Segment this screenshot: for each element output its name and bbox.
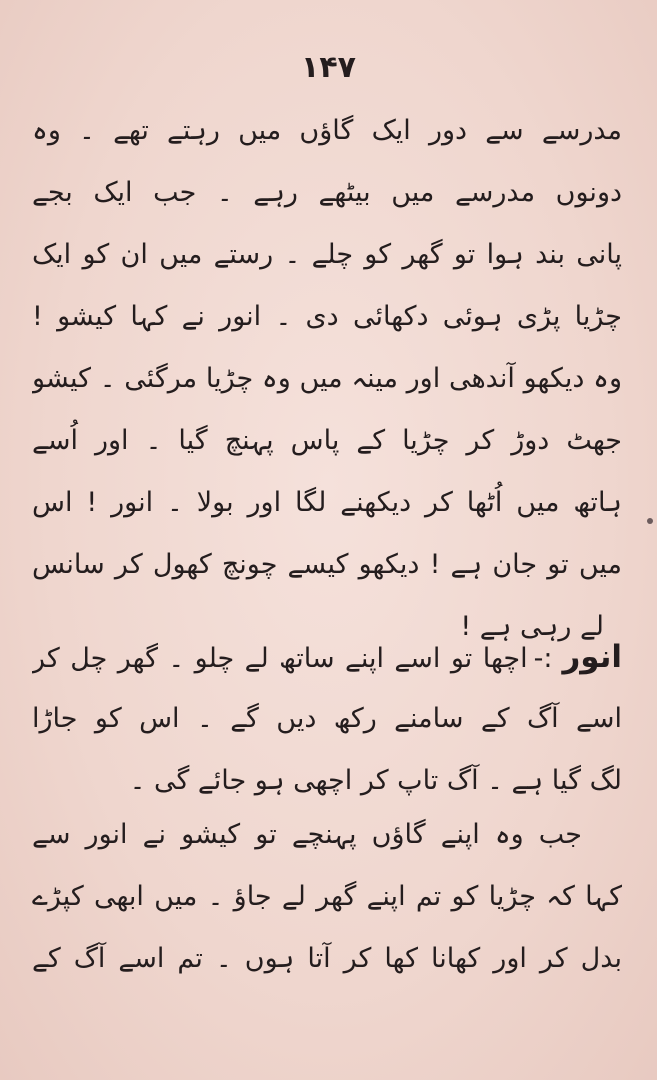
paragraph-1: [32, 100, 622, 658]
text-line: مدرسے سے دور ایک گاؤں میں رہتے تھے ۔ وہ: [32, 115, 622, 146]
text-line: وہ دیکھو آندھی اور مینہ میں وہ چڑیا مرگئی ۔ کیشو: [32, 363, 622, 394]
binding-mark: [647, 518, 653, 524]
text-line: ہاتھ میں اُٹھا کر دیکھنے لگا اور بولا ۔ انور ! اس: [32, 487, 622, 518]
text-line: پانی بند ہوا تو گھر کو چلے ۔ رستے میں ان کو ایک: [32, 239, 622, 270]
paragraph-2: [32, 804, 622, 990]
text-line: لگ گیا ہے ۔ آگ تاپ کر اچھی ہو جائے گی ۔: [129, 765, 622, 796]
text-line: لے رہی ہے !: [460, 611, 604, 642]
dialogue-text: اچھا تو اسے اپنے ساتھ لے چلو ۔ گھر چل کر: [32, 643, 528, 674]
text-line: بدل کر اور کھانا کھا کر آتا ہوں ۔ تم اسے آگ کے: [32, 943, 622, 974]
text-line: اسے آگ کے سامنے رکھ دیں گے ۔ اس کو جاڑا: [32, 703, 622, 734]
text-line: جب وہ اپنے گاؤں پہنچے تو کیشو نے انور سے: [32, 819, 582, 850]
text-line: چڑیا پڑی ہوئی دکھائی دی ۔ انور نے کہا کیشو !: [32, 301, 622, 332]
page-number: ۱۴۷: [301, 50, 356, 85]
text-line: کہا کہ چڑیا کو تم اپنے گھر لے جاؤ ۔ میں ابھی کپڑے: [32, 881, 622, 912]
dialogue-block: [32, 626, 622, 812]
text-line: جھٹ دوڑ کر چڑیا کے پاس پہنچ گیا ۔ اور اُسے: [32, 425, 622, 456]
text-line: دونوں مدرسے میں بیٹھے رہے ۔ جب ایک بجے: [32, 177, 622, 208]
dialogue-first-line: [32, 626, 622, 688]
text-line: میں تو جان ہے ! دیکھو کیسے چونچ کھول کر سانس: [32, 549, 622, 580]
speaker-name: انور: [562, 639, 622, 675]
speaker-separator: :-: [533, 643, 553, 674]
